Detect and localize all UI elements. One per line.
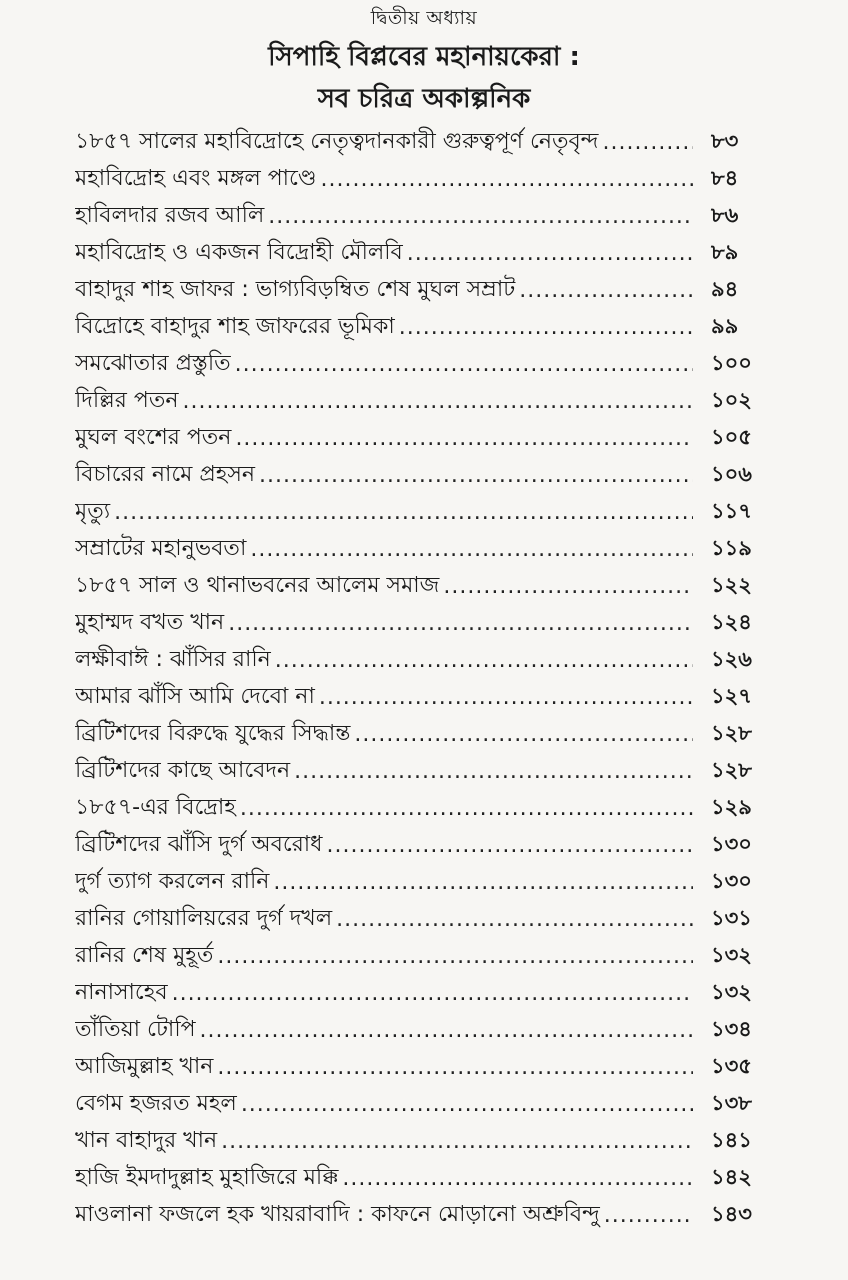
toc-entry [75, 420, 765, 457]
toc-entry-title: বিচারের নামে প্রহসন [75, 462, 256, 487]
toc-entry [75, 161, 765, 198]
toc-entry-title: বেগম হজরত মহল [75, 1091, 237, 1116]
toc-entry-title: ব্রিটিশদের কাছে আবেদন [75, 758, 291, 783]
toc-entry-title: মাওলানা ফজলে হক খায়রাবাদি : কাফনে মোড়ানো অশ্রুবিন্দু [75, 1202, 600, 1227]
toc-entry-title: লক্ষীবাঈ : ঝাঁসির রানি [75, 647, 271, 672]
toc-entry-title-wrap [75, 383, 693, 420]
toc-entry-title-wrap [75, 827, 693, 864]
toc-entry-title-wrap [75, 1049, 693, 1086]
dot-leader [235, 352, 693, 377]
toc-entry-title-wrap [75, 1086, 693, 1123]
dot-leader [519, 278, 693, 303]
toc-entry [75, 938, 765, 975]
toc-entry [75, 901, 765, 938]
toc-entry-page-number: ১৩২ [711, 943, 752, 967]
toc-entry-title-wrap [75, 494, 693, 531]
dot-leader [294, 759, 693, 784]
toc-entry-title: রানির শেষ মুহূর্ত [75, 943, 214, 968]
toc-entry-page-number: ১২৯ [711, 795, 752, 819]
toc-entry-page-number: ১০৬ [711, 462, 752, 486]
dot-leader [200, 1018, 693, 1043]
toc-entry-page-number: ৯৪ [711, 277, 739, 301]
toc-entry [75, 605, 765, 642]
toc-entry-title: ব্রিটিশদের ঝাঁসি দুর্গ অবরোধ [75, 832, 323, 857]
toc-entry-title-wrap [75, 901, 693, 938]
toc-entry-title: তাঁতিয়া টোপি [75, 1017, 196, 1042]
toc-entry [75, 568, 765, 605]
dot-leader [319, 685, 693, 710]
toc-entry-page-number: ১০২ [711, 388, 752, 412]
toc-entry-page-number: ১৩১ [711, 906, 752, 930]
toc-entry [75, 346, 765, 383]
toc-entry [75, 642, 765, 679]
toc-entry-title-wrap [75, 605, 693, 642]
dot-leader [275, 648, 693, 673]
toc-entry-page-number: ৮৯ [711, 240, 739, 264]
dot-leader [217, 944, 693, 969]
toc-entry-title-wrap [75, 679, 693, 716]
toc-entry-title: ১৮৫৭-এর বিদ্রোহ [75, 795, 236, 820]
toc-entry-page-number: ১০০ [711, 351, 752, 375]
toc-entry-page-number: ১৪২ [711, 1165, 752, 1189]
dot-leader [250, 537, 693, 562]
toc-entry [75, 383, 765, 420]
toc-entry-title-wrap [75, 272, 693, 309]
toc-entry-title: দিল্লির পতন [75, 388, 179, 413]
dot-leader [407, 241, 693, 266]
toc-entry-page-number: ১৪৩ [711, 1202, 752, 1226]
toc-entry-page-number: ৮৩ [711, 129, 739, 153]
toc-entry-title-wrap [75, 975, 693, 1012]
toc-entry-title-wrap [75, 420, 693, 457]
dot-leader [604, 1203, 693, 1228]
dot-leader [321, 167, 693, 192]
section-title-line2: সব চরিত্র অকাল্পনিক [317, 84, 531, 114]
toc-entry-title-wrap [75, 531, 693, 568]
toc-entry [75, 198, 765, 235]
toc-entry-title: মহাবিদ্রোহ এবং মঙ্গল পাণ্ডে [75, 166, 317, 191]
toc-entry-title: মুহাম্মদ বখত খান [75, 610, 225, 635]
dot-leader [241, 1092, 693, 1117]
table-of-contents [75, 124, 765, 1234]
toc-entry [75, 272, 765, 309]
toc-entry-title: দুর্গ ত্যাগ করলেন রানি [75, 869, 270, 894]
dot-leader [235, 426, 693, 451]
dot-leader [259, 463, 693, 488]
toc-entry-title: ব্রিটিশদের বিরুদ্ধে যুদ্ধের সিদ্ধান্ত [75, 721, 351, 746]
toc-entry-title: ১৮৫৭ সালের মহাবিদ্রোহে নেতৃত্বদানকারী গুরুত্বপূর্ণ নেতৃবৃন্দ [75, 129, 599, 154]
toc-entry-page-number: ১২২ [711, 573, 752, 597]
toc-entry-title-wrap [75, 864, 693, 901]
toc-entry [75, 716, 765, 753]
toc-entry-page-number: ১২৭ [711, 684, 752, 708]
toc-entry [75, 1086, 765, 1123]
toc-entry [75, 1123, 765, 1160]
dot-leader [336, 907, 693, 932]
toc-entry-title: বিদ্রোহে বাহাদুর শাহ জাফরের ভূমিকা [75, 314, 395, 339]
toc-entry [75, 494, 765, 531]
dot-leader [114, 500, 693, 525]
toc-entry-title: ১৮৫৭ সাল ও থানাভবনের আলেম সমাজ [75, 573, 440, 598]
toc-entry-title: খান বাহাদুর খান [75, 1128, 218, 1153]
toc-entry [75, 124, 765, 161]
toc-entry-title-wrap [75, 568, 693, 605]
dot-leader [182, 389, 693, 414]
toc-entry [75, 679, 765, 716]
toc-entry-page-number: ১২৮ [711, 758, 752, 782]
toc-entry-page-number: ১৩৪ [711, 1017, 752, 1041]
toc-entry-page-number: ৮৪ [711, 166, 739, 190]
dot-leader [327, 833, 693, 858]
toc-entry-title: মহাবিদ্রোহ ও একজন বিদ্রোহী মৌলবি [75, 240, 403, 265]
toc-entry [75, 1012, 765, 1049]
toc-entry-page-number: ১১৯ [711, 536, 752, 560]
toc-entry [75, 790, 765, 827]
toc-entry [75, 1049, 765, 1086]
dot-leader [354, 722, 693, 747]
toc-entry-title-wrap [75, 124, 693, 161]
toc-entry-page-number: ১৩৫ [711, 1054, 752, 1078]
toc-entry-title-wrap [75, 1123, 693, 1160]
dot-leader [172, 981, 693, 1006]
dot-leader [342, 1166, 693, 1191]
toc-entry-title: নানাসাহেব [75, 980, 168, 1005]
toc-entry-title-wrap [75, 198, 693, 235]
toc-entry [75, 235, 765, 272]
toc-entry [75, 1160, 765, 1197]
toc-entry-title-wrap [75, 309, 693, 346]
toc-entry-title: বাহাদুর শাহ জাফর : ভাগ্যবিড়ম্বিত শেষ মুঘল সম্রাট [75, 277, 516, 302]
dot-leader [268, 204, 693, 229]
toc-entry-title: আমার ঝাঁসি আমি দেবো না [75, 684, 315, 709]
toc-entry-title-wrap [75, 161, 693, 198]
toc-entry [75, 1197, 765, 1234]
toc-entry [75, 309, 765, 346]
toc-entry-page-number: ৯৯ [711, 314, 739, 338]
toc-entry-title-wrap [75, 716, 693, 753]
toc-entry-title-wrap [75, 235, 693, 272]
chapter-label: দ্বিতীয় অধ্যায় [370, 7, 478, 29]
toc-entry [75, 753, 765, 790]
dot-leader [228, 611, 693, 636]
toc-entry-page-number: ১২৮ [711, 721, 752, 745]
dot-leader [273, 870, 693, 895]
toc-entry-title-wrap [75, 457, 693, 494]
toc-entry-title-wrap [75, 1197, 693, 1234]
toc-entry-title: মুঘল বংশের পতন [75, 425, 232, 450]
toc-entry-title-wrap [75, 938, 693, 975]
toc-entry-title-wrap [75, 753, 693, 790]
toc-entry-title: রানির গোয়ালিয়রের দুর্গ দখল [75, 906, 333, 931]
dot-leader [602, 130, 693, 155]
toc-entry-title: মৃত্যু [75, 499, 111, 524]
toc-entry-title-wrap [75, 1160, 693, 1197]
toc-entry-title: সমঝোতার প্রস্তুতি [75, 351, 231, 376]
toc-entry-page-number: ৮৬ [711, 203, 739, 227]
toc-entry-title: হাবিলদার রজব আলি [75, 203, 265, 228]
dot-leader [221, 1129, 693, 1154]
toc-entry-page-number: ১০৫ [711, 425, 752, 449]
toc-entry [75, 457, 765, 494]
dot-leader [399, 315, 693, 340]
toc-entry-title: সম্রাটের মহানুভবতা [75, 536, 247, 561]
toc-entry [75, 975, 765, 1012]
toc-entry-title-wrap [75, 1012, 693, 1049]
toc-entry-page-number: ১৩০ [711, 869, 752, 893]
toc-entry-page-number: ১২৬ [711, 647, 752, 671]
toc-entry-page-number: ১২৪ [711, 610, 752, 634]
toc-entry-page-number: ১৪১ [711, 1128, 752, 1152]
toc-entry-title-wrap [75, 346, 693, 383]
toc-entry-title: আজিমুল্লাহ খান [75, 1054, 214, 1079]
dot-leader [240, 796, 693, 821]
toc-entry-page-number: ১৩০ [711, 832, 752, 856]
toc-entry-title: হাজি ইমদাদুল্লাহ মুহাজিরে মক্কি [75, 1165, 339, 1190]
dot-leader [443, 574, 693, 599]
dot-leader [217, 1055, 693, 1080]
toc-entry-page-number: ১১৭ [711, 499, 752, 523]
toc-entry [75, 864, 765, 901]
toc-entry-page-number: ১৩৮ [711, 1091, 752, 1115]
toc-entry-page-number: ১৩২ [711, 980, 752, 1004]
toc-entry-title-wrap [75, 790, 693, 827]
section-title-line1: সিপাহি বিপ্লবের মহানায়কেরা : [268, 42, 580, 72]
toc-entry [75, 827, 765, 864]
toc-entry-title-wrap [75, 642, 693, 679]
toc-entry [75, 531, 765, 568]
